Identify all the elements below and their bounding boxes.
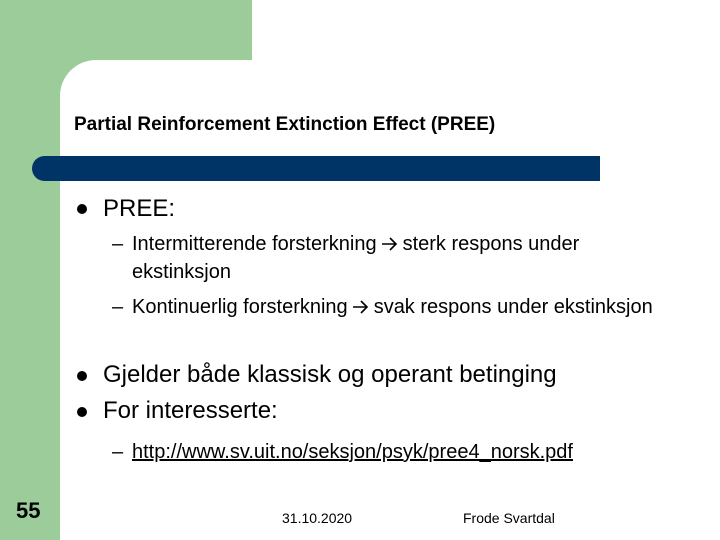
bullet-dot <box>77 204 87 214</box>
title-underline-bar <box>32 156 600 181</box>
arrow-right-icon <box>352 299 370 315</box>
dash-3: – <box>112 441 124 463</box>
arrow-right-icon <box>381 236 399 252</box>
slide-title: Partial Reinforcement Extinction Effect (PREE) <box>74 114 496 135</box>
left-green-strip <box>0 60 60 540</box>
bullet-3-text: For interesserte: <box>103 397 278 424</box>
sub-bullet-1-1-after: sterk respons under ekstinksjon <box>132 233 580 283</box>
dash-2: – <box>112 296 124 318</box>
sub-bullet-1-2 <box>132 293 662 321</box>
page-number: 55 <box>16 498 41 523</box>
footer-author: Frode Svartdal <box>463 510 555 526</box>
sub-bullet-1-1-before: Intermitterende forsterkning <box>132 233 377 255</box>
sub-bullet-1-2-after: svak respons under ekstinksjon <box>373 296 653 318</box>
bullet-1-text: PREE: <box>103 195 176 222</box>
sub-bullet-3-1 <box>132 438 662 466</box>
dash-1: – <box>112 233 124 255</box>
pdf-link[interactable]: http://www.sv.uit.no/seksjon/psyk/pree4_norsk.pdf <box>132 441 573 463</box>
bullet-dot <box>77 371 87 381</box>
bullet-dot <box>77 407 87 417</box>
sub-bullet-1-2-before: Kontinuerlig forsterkning <box>132 296 348 318</box>
bullet-2-text: Gjelder både klassisk og operant betinging <box>103 361 557 388</box>
sub-bullet-1-1 <box>132 230 662 286</box>
footer-date: 31.10.2020 <box>282 510 353 526</box>
